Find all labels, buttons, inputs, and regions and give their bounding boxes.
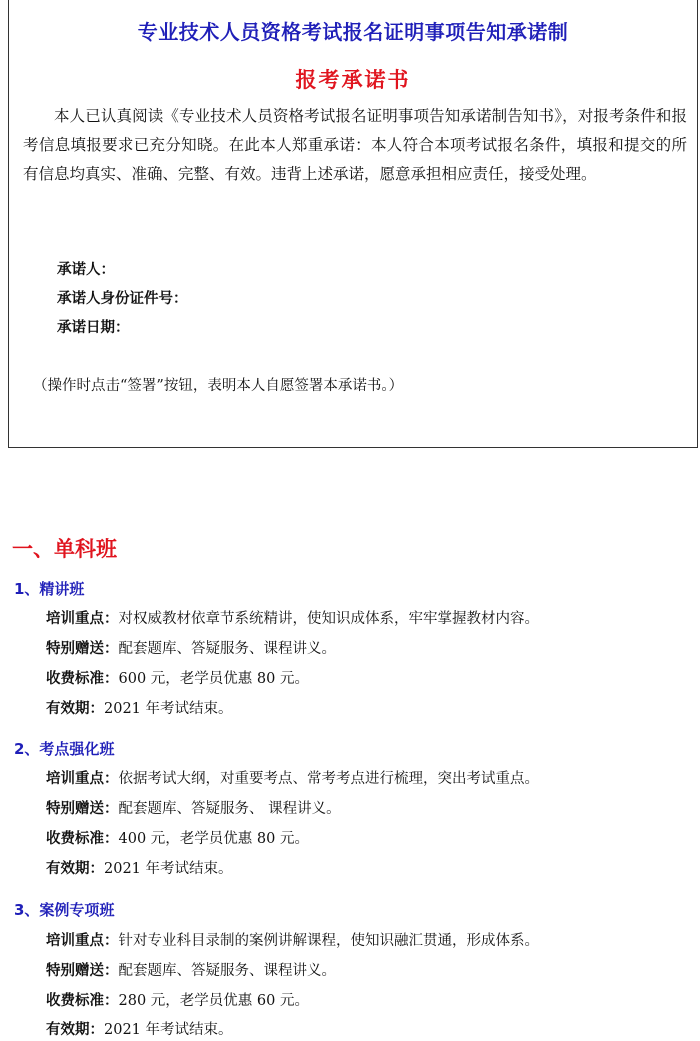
pledge-box [8, 0, 698, 448]
sign-person-label: 承诺人： [57, 262, 115, 278]
pledge-title: 专业技术人员资格考试报名证明事项告知承诺制 [137, 20, 569, 44]
focus-value: 对权威教材依章节系统精讲，使知识成体系，牢牢掌握教材内容。 [118, 611, 539, 627]
sign-id-label: 承诺人身份证件号： [57, 291, 188, 307]
gift-value: 配套题库、答疑服务、课程讲义。 [118, 641, 336, 657]
focus-label: 培训重点： [46, 611, 119, 627]
gift-row [46, 959, 336, 980]
valid-row [46, 1018, 233, 1039]
focus-value: 依据考试大纲，对重要考点、常考考点进行梳理，突出考试重点。 [118, 771, 539, 787]
focus-row [46, 607, 539, 628]
gift-value: 配套题库、答疑服务、课程讲义。 [118, 963, 336, 979]
fee-row [46, 989, 309, 1010]
valid-value: 2021 年考试结束。 [104, 861, 233, 877]
valid-row [46, 857, 233, 878]
focus-label: 培训重点： [46, 933, 119, 949]
class-title: 3、案例专项班 [14, 901, 115, 919]
gift-label: 特别赠送： [46, 963, 119, 979]
gift-row [46, 797, 341, 818]
section-heading: 一、单科班 [12, 537, 117, 561]
pledge-subtitle: 报考承诺书 [295, 68, 411, 92]
focus-row [46, 929, 539, 950]
fee-label: 收费标准： [46, 831, 119, 847]
gift-row [46, 637, 336, 658]
fee-value: 280 元，老学员优惠 60 元。 [118, 993, 309, 1009]
pledge-note: （操作时点击“签署”按钮，表明本人自愿签署本承诺书。） [33, 378, 404, 394]
fee-label: 收费标准： [46, 671, 119, 687]
focus-label: 培训重点： [46, 771, 119, 787]
fee-value: 400 元，老学员优惠 80 元。 [118, 831, 309, 847]
valid-label: 有效期： [46, 1022, 104, 1038]
gift-label: 特别赠送： [46, 641, 119, 657]
class-title: 1、精讲班 [14, 580, 85, 598]
fee-label: 收费标准： [46, 993, 119, 1009]
valid-value: 2021 年考试结束。 [104, 1022, 233, 1038]
fee-row [46, 667, 309, 688]
valid-label: 有效期： [46, 701, 104, 717]
valid-value: 2021 年考试结束。 [104, 701, 233, 717]
focus-row [46, 767, 539, 788]
fee-row [46, 827, 309, 848]
gift-label: 特别赠送： [46, 801, 119, 817]
class-title: 2、考点强化班 [14, 740, 115, 758]
valid-row [46, 697, 233, 718]
fee-value: 600 元，老学员优惠 80 元。 [118, 671, 309, 687]
pledge-body: 本人已认真阅读《专业技术人员资格考试报名证明事项告知承诺制告知书》，对报考条件和报考信息填报要求已充分知晓。在此本人郑重承诺：本人符合本项考试报名条件，填报和提交的所有信息均真实、准确、完整、有效。违背上述承诺，愿意承担相应责任，接受处理。 [23, 107, 687, 183]
sign-date-label: 承诺日期： [57, 320, 130, 336]
gift-value: 配套题库、答疑服务、 课程讲义。 [118, 801, 341, 817]
valid-label: 有效期： [46, 861, 104, 877]
focus-value: 针对专业科目录制的案例讲解课程，使知识融汇贯通，形成体系。 [118, 933, 539, 949]
